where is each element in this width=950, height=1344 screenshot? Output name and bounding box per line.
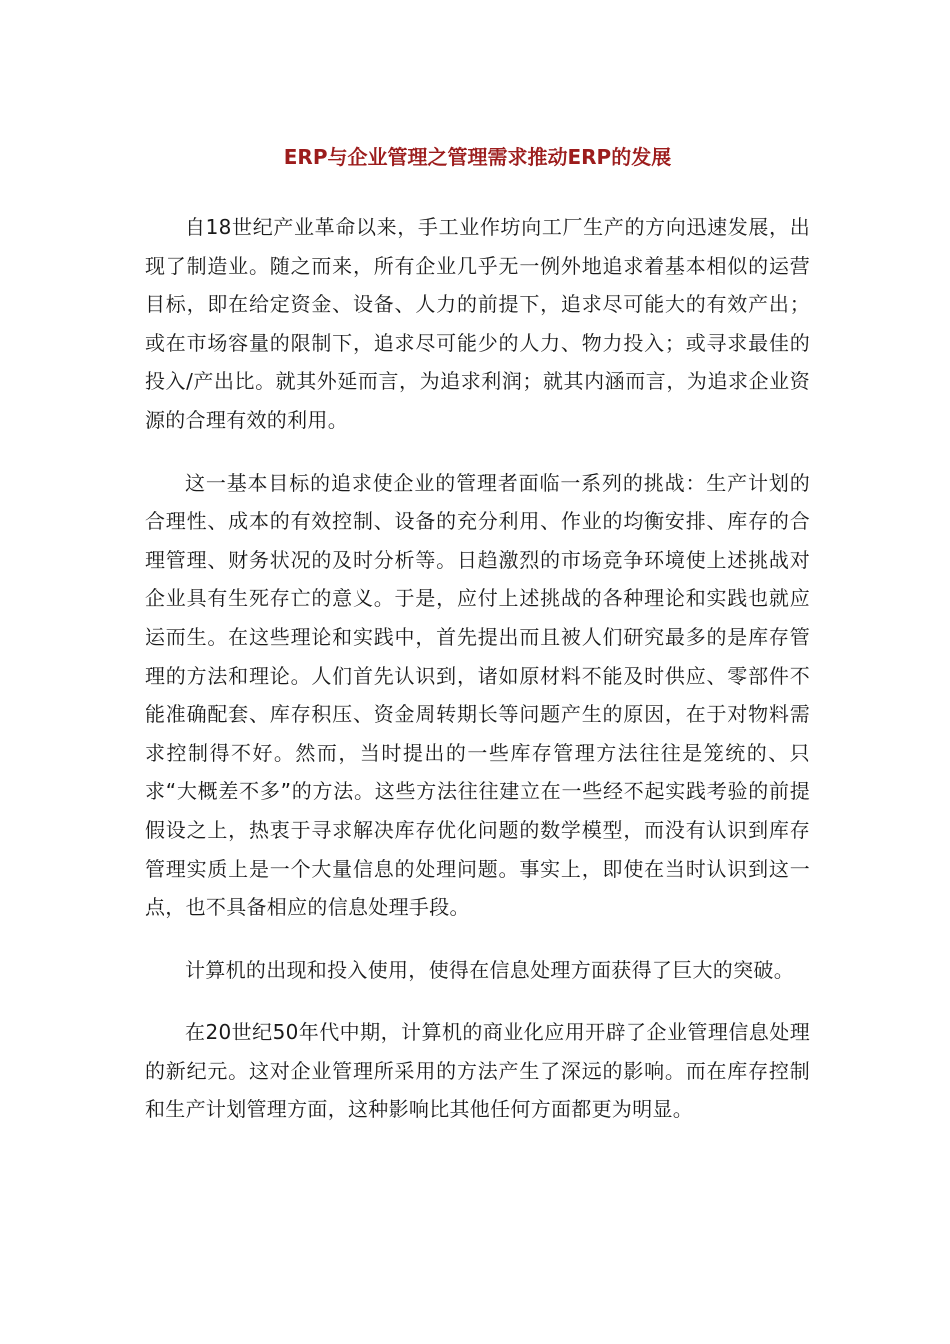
paragraph-4: 在20世纪50年代中期，计算机的商业化应用开辟了企业管理信息处理的新纪元。这对企业管理所采用的方法产生了深远的影响。而在库存控制和生产计划管理方面，这种影响比其他任何方面都更为明显。 [145,1020,810,1122]
document-title: ERP与企业管理之管理需求推动ERP的发展 [283,145,672,169]
paragraph-2: 这一基本目标的追求使企业的管理者面临一系列的挑战：生产计划的合理性、成本的有效控制、设备的充分利用、作业的均衡安排、库存的合理管理、财务状况的及时分析等。日趋激烈的市场竞争环境使上述挑战对企业具有生死存亡的意义。于是，应付上述挑战的各种理论和实践也就应运而生。在这些理论和实践中，首先提出而且被人们研究最多的是库存管理的方法和理论。人们首先认识到，诸如原材料不能及时供应、零部件不能准确配套、库存积压、资金周转期长等问题产生的原因，在于对物料需求控制得不好。然而，当时提出的一些库存管理方法往往是笼统的、只求“大概差不多”的方法。这些方法往往建立在一些经不起实践考验的前提假设之上，热衷于寻求解决库存优化问题的数学模型，而没有认识到库存管理实质上是一个大量信息的处理问题。事实上，即使在当时认识到这一点，也不具备相应的信息处理手段。 [145,470,810,920]
paragraph-1: 自18世纪产业革命以来，手工业作坊向工厂生产的方向迅速发展，出现了制造业。随之而来，所有企业几乎无一例外地追求着基本相似的运营目标，即在给定资金、设备、人力的前提下，追求尽可能大的有效产出；或在市场容量的限制下，追求尽可能少的人力、物力投入；或寻求最佳的投入/产出比。就其外延而言，为追求利润；就其内涵而言，为追求企业资源的合理有效的利用。 [145,215,810,432]
paragraph-3: 计算机的出现和投入使用，使得在信息处理方面获得了巨大的突破。 [185,957,794,982]
